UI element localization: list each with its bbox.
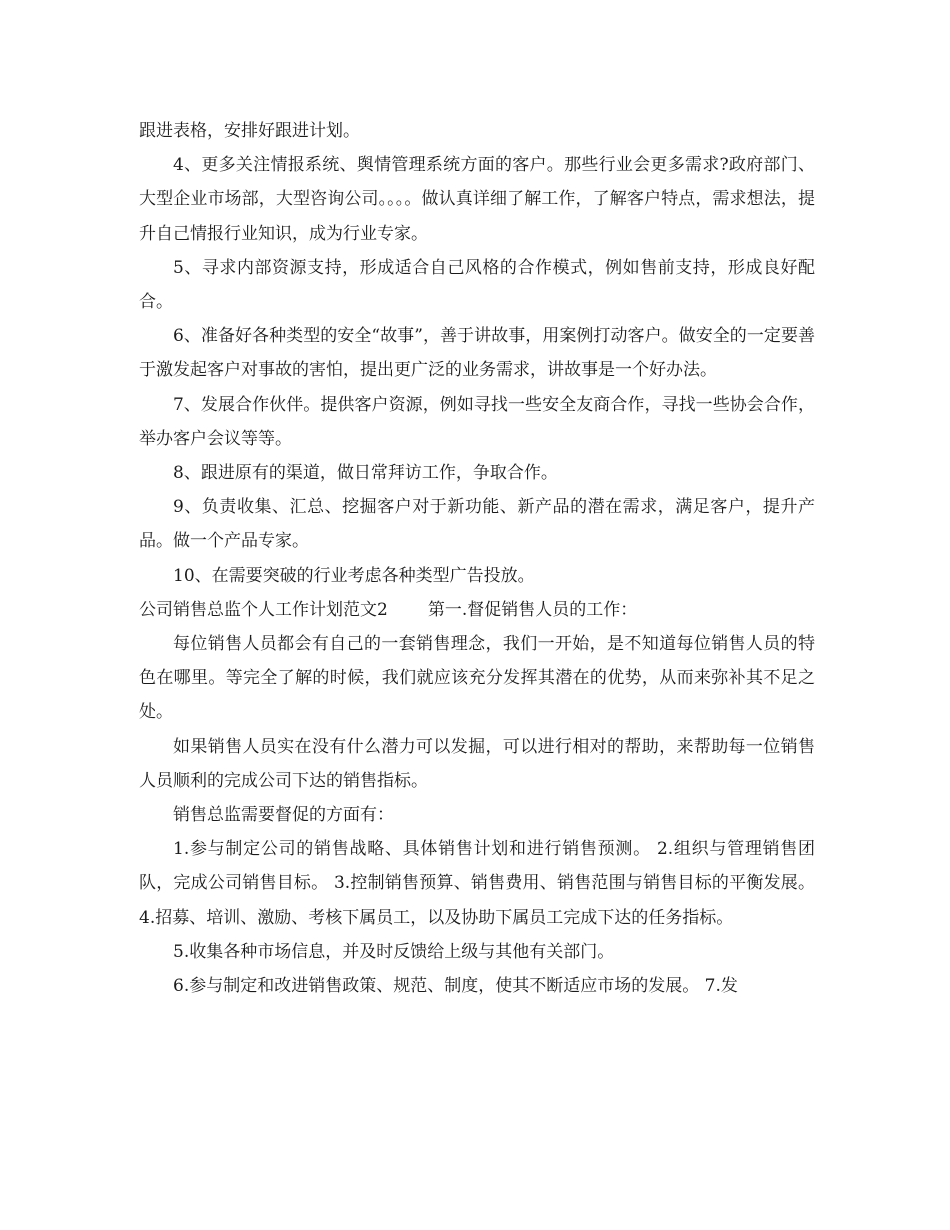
section-heading <box>139 593 815 627</box>
paragraph: 7、发展合作伙伴。提供客户资源，例如寻找一些安全友商合作，寻找一些协会合作，举办客户会议等等。 <box>139 394 815 449</box>
paragraph: 1.参与制定公司的销售战略、具体销售计划和进行销售预测。 2.组织与管理销售团队，完成公司销售目标。 3.控制销售预算、销售费用、销售范围与销售目标的平衡发展。 4.招募、培训、激励、考核下属员工，以及协助下属员工完成下达的任务指标。 <box>139 839 815 928</box>
paragraph: 销售总监需要督促的方面有： <box>173 805 394 826</box>
paragraph: 5.收集各种市场信息，并及时反馈给上级与其他有关部门。 <box>173 941 615 962</box>
paragraph: 如果销售人员实在没有什么潜力可以发掘，可以进行相对的帮助，来帮助每一位销售人员顺利的完成公司下达的销售指标。 <box>139 736 815 791</box>
paragraph: 6.参与制定和改进销售政策、规范、制度，使其不断适应市场的发展。 7.发 <box>173 976 738 997</box>
paragraph: 8、跟进原有的渠道，做日常拜访工作，争取合作。 <box>173 463 558 484</box>
paragraph: 5、寻求内部资源支持，形成适合自己风格的合作模式，例如售前支持，形成良好配合。 <box>139 257 815 313</box>
paragraph: 9、负责收集、汇总、挖掘客户对于新功能、新产品的潜在需求，满足客户，提升产品。做一个产品专家。 <box>139 497 815 552</box>
paragraph: 每位销售人员都会有自己的一套销售理念，我们一开始，是不知道每位销售人员的特色在哪里。等完全了解的时候，我们就应该充分发挥其潜在的优势，从而来弥补其不足之处。 <box>139 634 815 723</box>
document-body <box>139 114 815 1003</box>
paragraph: 4、更多关注情报系统、舆情管理系统方面的客户。那些行业会更多需求?政府部门、大型企业市场部，大型咨询公司。。。。做认真详细了解工作，了解客户特点，需求想法，提升自己情报行业知识，成为行业专家。 <box>139 155 815 244</box>
section-title: 公司销售总监个人工作计划范文2 <box>139 599 388 620</box>
paragraph: 跟进表格，安排好跟进计划。 <box>139 121 360 141</box>
paragraph: 6、准备好各种类型的安全“故事”，善于讲故事，用案例打动客户。做安全的一定要善于激发起客户对事故的害怕，提出更广泛的业务需求，讲故事是一个好办法。 <box>139 326 815 381</box>
paragraph: 10、在需要突破的行业考虑各种类型广告投放。 <box>173 565 535 586</box>
section-subtitle: 第一.督促销售人员的工作： <box>427 599 638 620</box>
